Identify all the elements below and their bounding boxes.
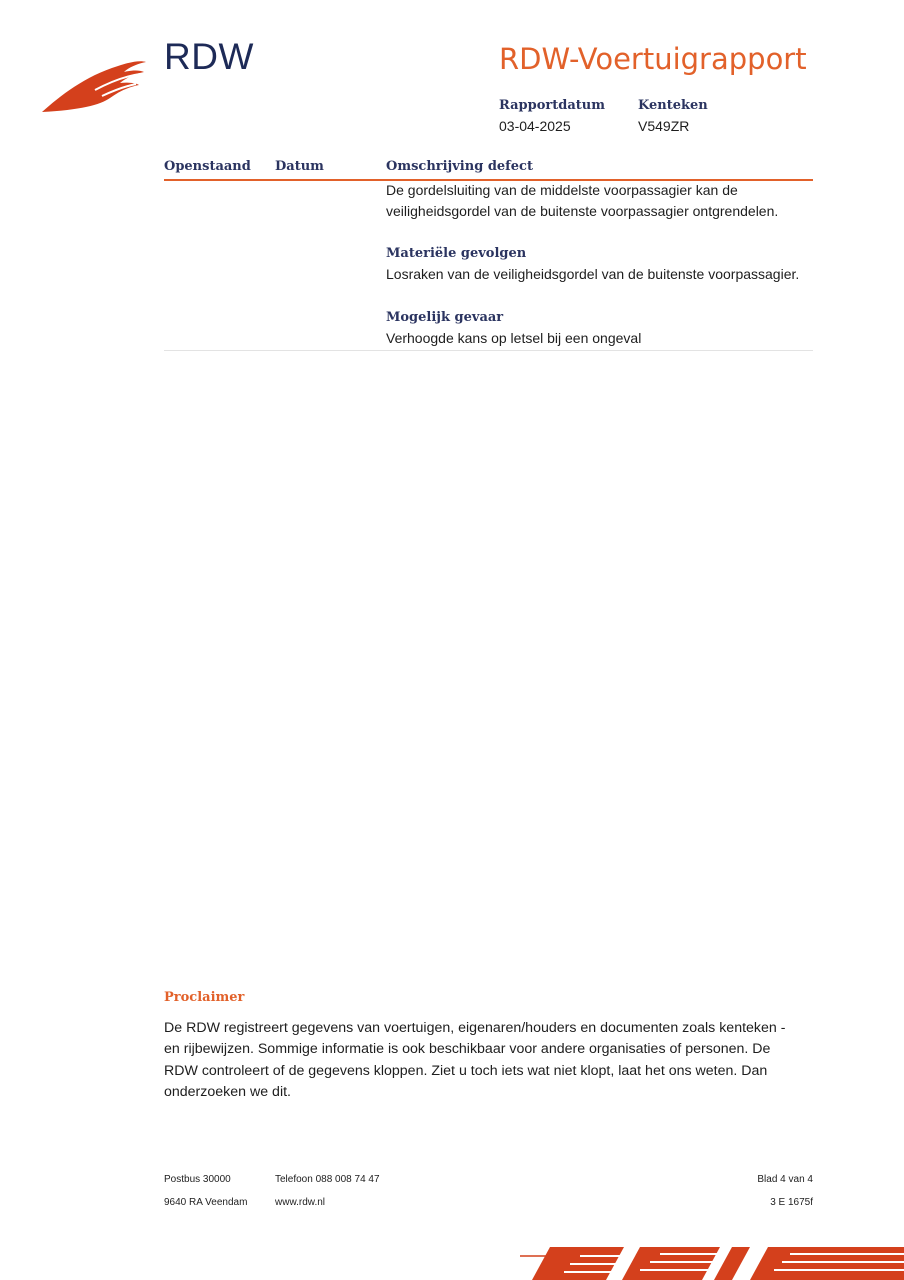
rdw-feather-logo-icon xyxy=(40,56,150,116)
meta-value-rapportdatum: 03-04-2025 xyxy=(499,118,571,134)
logo-text: RDW xyxy=(164,36,254,77)
table-row-divider xyxy=(164,350,813,351)
footer-phone: Telefoon 088 008 74 47 xyxy=(275,1174,380,1185)
meta-label-kenteken: Kenteken xyxy=(638,98,708,113)
meta-label-rapportdatum: Rapportdatum xyxy=(499,98,605,113)
rdw-stripes-icon xyxy=(520,1244,904,1280)
report-title: RDW-Voertuigrapport xyxy=(499,42,807,76)
consequence-text: Losraken van de veiligheidsgordel van de buitenste voorpassagier. xyxy=(386,266,800,282)
column-header-omschrijving: Omschrijving defect xyxy=(386,159,533,174)
footer-document-code: 3 E 1675f xyxy=(770,1197,813,1208)
defect-description xyxy=(386,180,813,222)
footer-address-line1: Postbus 30000 xyxy=(164,1174,231,1185)
defect-description-line: De gordelsluiting van de middelste voorpassagier kan de xyxy=(386,182,738,198)
footer-page-number: Blad 4 van 4 xyxy=(757,1174,813,1185)
defect-description-line: veiligheidsgordel van de buitenste voorpassagier ontgrendelen. xyxy=(386,203,779,219)
column-header-datum: Datum xyxy=(275,159,324,174)
footer-address-line2: 9640 RA Veendam xyxy=(164,1197,248,1208)
meta-value-kenteken: V549ZR xyxy=(638,118,690,134)
proclaimer-title: Proclaimer xyxy=(164,990,245,1005)
danger-text: Verhoogde kans op letsel bij een ongeval xyxy=(386,330,642,346)
footer-website[interactable]: www.rdw.nl xyxy=(275,1197,326,1208)
proclaimer-text: De RDW registreert gegevens van voertuigen, eigenaren/houders en documenten zoals kenteken - en rijbewijzen. Sommige informatie is ook beschikbaar voor andere organisaties of personen. De RDW controleert of de gegevens kloppen. Ziet u toch iets wat niet klopt, laat het ons weten. Dan onderzoeken we dit. xyxy=(164,1020,786,1101)
consequence-heading: Materiële gevolgen xyxy=(386,246,527,261)
column-header-openstaand: Openstaand xyxy=(164,159,251,174)
danger-heading: Mogelijk gevaar xyxy=(386,310,504,325)
